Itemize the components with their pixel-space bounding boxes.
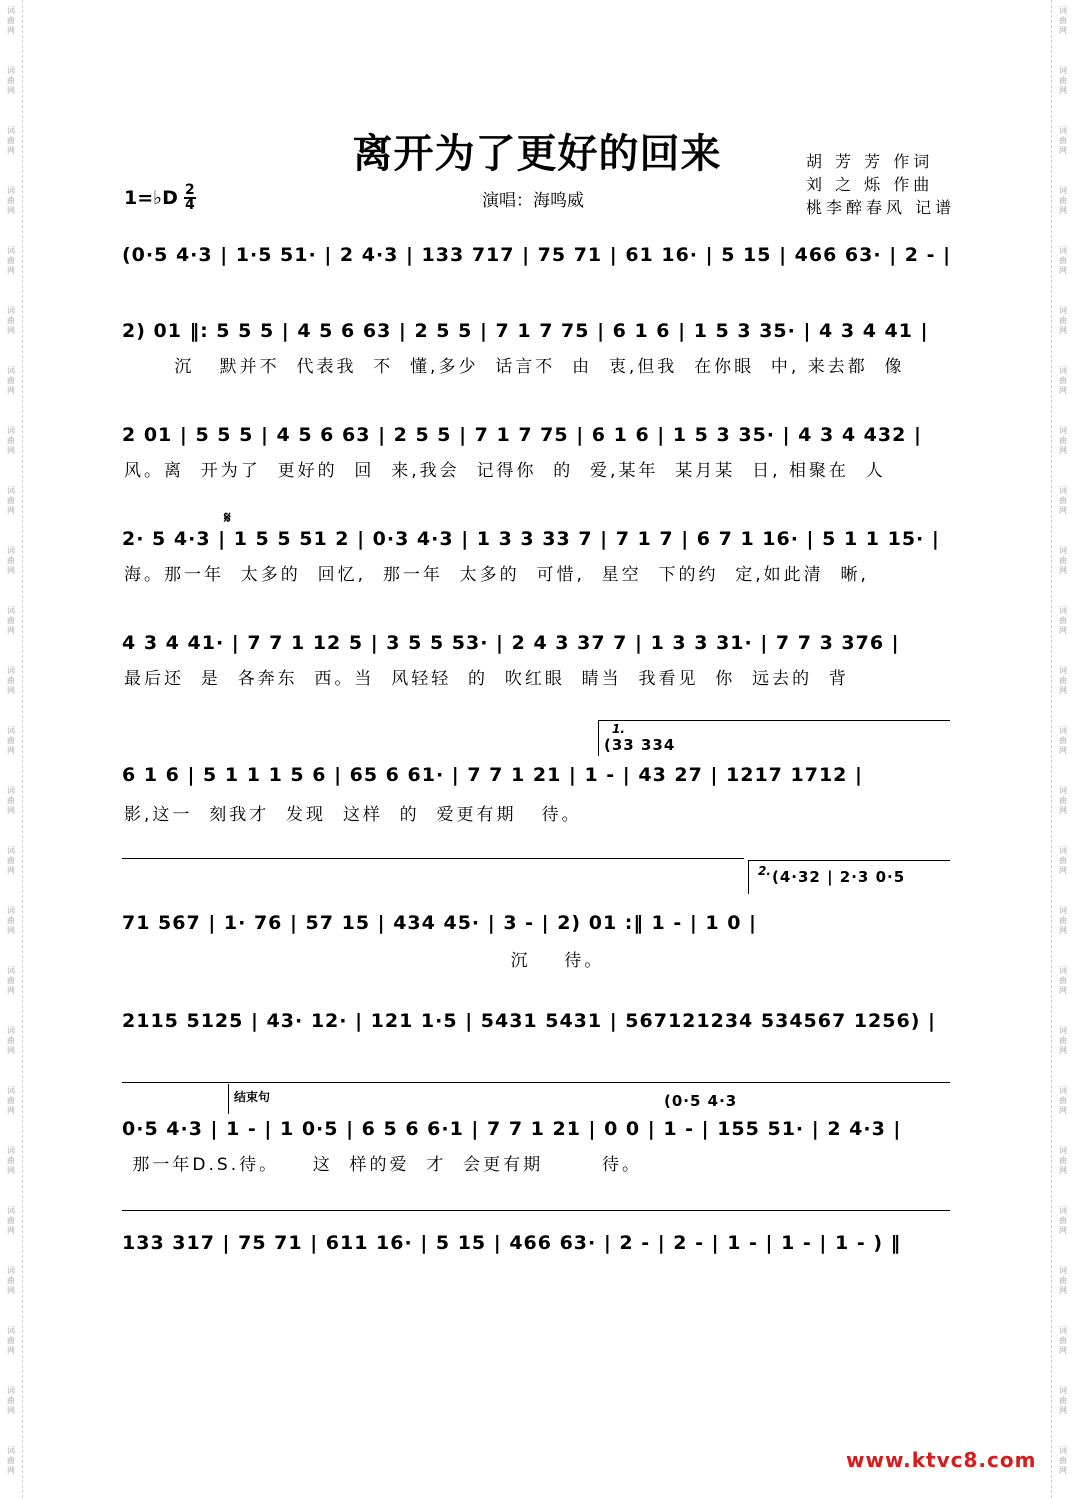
volta-line-top bbox=[122, 858, 744, 859]
watermark-glyph: 词 曲 网 bbox=[1059, 426, 1067, 455]
coda-line-top bbox=[122, 1082, 950, 1083]
lyric-line-4: 最后还 是 各奔东 西。当 风轻轻 的 吹红眼 睛当 我看见 你 远去的 背 bbox=[124, 669, 849, 688]
volta-1-bracket-edge bbox=[598, 720, 599, 756]
score-line-10: 133 317 | 75 71 | 611 16· | 5 15 | 466 63· | 2 - | 2 - | 1 - | 1 - | 1 - ) ‖ bbox=[122, 1232, 902, 1254]
watermark-glyph: 词 曲 网 bbox=[7, 1026, 15, 1055]
transcriber-credit: 桃李醉春风 记谱 bbox=[806, 198, 956, 217]
lyric-line-6: 沉 待。 bbox=[124, 951, 605, 970]
watermark-glyph: 词 曲 网 bbox=[7, 546, 15, 575]
watermark-glyph: 词 曲 网 bbox=[7, 426, 15, 455]
watermark-glyph: 词 曲 网 bbox=[7, 666, 15, 695]
lyric-line-3: 海。那一年 太多的 回忆, 那一年 太多的 可惜, 星空 下的约 定,如此清 晰, bbox=[124, 565, 869, 584]
time-signature bbox=[184, 184, 196, 212]
score-line-3: 2 01 | 5 5 5 | 4 5 6 63 | 2 5 5 | 7 1 7 75 | 6 1 6 | 1 5 3 35· | 4 3 4 432 | bbox=[122, 424, 922, 446]
watermark-glyph: 词 曲 网 bbox=[1059, 1026, 1067, 1055]
final-line-top bbox=[122, 1210, 950, 1211]
volta-2-notes: (4·32 | 2·3 0·5 bbox=[772, 868, 906, 886]
watermark-glyph: 词 曲 网 bbox=[1059, 906, 1067, 935]
watermark-glyph: 词 曲 网 bbox=[7, 306, 15, 335]
watermark-glyph: 词 曲 网 bbox=[1059, 1086, 1067, 1115]
score-line-9: 0·5 4·3 | 1 - | 1 0·5 | 6 5 6 6·1 | 7 7 1 21 | 0 0 | 1 - | 155 51· | 2 4·3 | bbox=[122, 1118, 902, 1140]
watermark-glyph: 词 曲 网 bbox=[1059, 1386, 1067, 1415]
volta-2-label: 2. bbox=[758, 864, 771, 878]
lyric-line-1: 沉 默并不 代表我 不 懂,多少 话言不 由 衷,但我 在你眼 中, 来去都 像 bbox=[124, 357, 905, 376]
right-watermark-column bbox=[1052, 0, 1074, 1498]
watermark-glyph: 词 曲 网 bbox=[1059, 1206, 1067, 1235]
watermark-glyph: 词 曲 网 bbox=[1059, 1266, 1067, 1295]
site-watermark[interactable]: www.ktvc8.com bbox=[846, 1448, 1037, 1472]
watermark-glyph: 词 曲 网 bbox=[1059, 306, 1067, 335]
singer-label: 演唱：海鸣威 bbox=[482, 191, 584, 211]
time-signature-bottom: 4 bbox=[185, 197, 195, 213]
watermark-glyph: 词 曲 网 bbox=[1059, 126, 1067, 155]
watermark-glyph: 词 曲 网 bbox=[7, 486, 15, 515]
watermark-glyph: 词 曲 网 bbox=[1059, 1326, 1067, 1355]
watermark-glyph: 词 曲 网 bbox=[7, 1386, 15, 1415]
score-line-6: 6 1 6 | 5 1 1 1 5 6 | 65 6 61· | 7 7 1 21 | 1 - | 43 27 | 1217 1712 | bbox=[122, 764, 863, 786]
watermark-glyph: 词 曲 网 bbox=[1059, 846, 1067, 875]
composer-credit: 刘 之 烁 作曲 bbox=[806, 175, 934, 194]
time-signature-top: 2 bbox=[185, 182, 195, 198]
watermark-glyph: 词 曲 网 bbox=[1059, 1446, 1067, 1475]
watermark-glyph: 词 曲 网 bbox=[1059, 66, 1067, 95]
segno-icon: 𝄋 bbox=[224, 508, 231, 527]
left-watermark-column bbox=[0, 0, 22, 1498]
score-line-4: 2· 5 4·3 | 1 5 5 51 2 | 0·3 4·3 | 1 3 3 33 7 | 7 1 7 | 6 7 1 16· | 5 1 1 15· | bbox=[122, 528, 940, 550]
watermark-glyph: 词 曲 网 bbox=[1059, 6, 1067, 35]
score-line-2: 2) 01 ‖: 5 5 5 | 4 5 6 63 | 2 5 5 | 7 1 7 75 | 6 1 6 | 1 5 3 35· | 4 3 4 41 | bbox=[122, 320, 929, 342]
watermark-glyph: 词 曲 网 bbox=[7, 1266, 15, 1295]
watermark-glyph: 词 曲 网 bbox=[1059, 546, 1067, 575]
watermark-glyph: 词 曲 网 bbox=[7, 1146, 15, 1175]
watermark-glyph: 词 曲 网 bbox=[1059, 726, 1067, 755]
watermark-glyph: 词 曲 网 bbox=[7, 186, 15, 215]
key-label: 1=♭D bbox=[124, 187, 178, 209]
lyricist-credit: 胡 芳 芳 作词 bbox=[806, 152, 934, 171]
volta-1-label: 1. bbox=[612, 722, 625, 736]
watermark-glyph: 词 曲 网 bbox=[7, 726, 15, 755]
score-line-5: 4 3 4 41· | 7 7 1 12 5 | 3 5 5 53· | 2 4 3 37 7 | 1 3 3 31· | 7 7 3 376 | bbox=[122, 632, 900, 654]
watermark-glyph: 词 曲 网 bbox=[7, 246, 15, 275]
watermark-glyph: 词 曲 网 bbox=[7, 1446, 15, 1475]
watermark-glyph: 词 曲 网 bbox=[7, 606, 15, 635]
coda-bracket-edge bbox=[228, 1084, 229, 1114]
watermark-glyph: 词 曲 网 bbox=[7, 1086, 15, 1115]
volta-2-bracket-edge bbox=[748, 860, 749, 894]
volta-1-notes: (33 334 bbox=[604, 736, 676, 754]
watermark-glyph: 词 曲 网 bbox=[1059, 486, 1067, 515]
coda-label: 结束句 bbox=[234, 1090, 271, 1104]
key-signature bbox=[124, 184, 196, 212]
volta-1-bracket bbox=[598, 720, 950, 721]
coda-small-notes: (0·5 4·3 bbox=[664, 1092, 738, 1110]
score-line-7: 71 567 | 1· 76 | 57 15 | 434 45· | 3 - | 2) 01 :‖ 1 - | 1 0 | bbox=[122, 912, 757, 934]
watermark-glyph: 词 曲 网 bbox=[7, 966, 15, 995]
score-line-8: 2115 5125 | 43· 12· | 121 1·5 | 5431 5431 | 567121234 534567 1256) | bbox=[122, 1010, 936, 1032]
watermark-glyph: 词 曲 网 bbox=[7, 366, 15, 395]
watermark-glyph: 词 曲 网 bbox=[7, 1326, 15, 1355]
watermark-glyph: 词 曲 网 bbox=[1059, 666, 1067, 695]
watermark-glyph: 词 曲 网 bbox=[1059, 186, 1067, 215]
watermark-glyph: 词 曲 网 bbox=[1059, 966, 1067, 995]
watermark-glyph: 词 曲 网 bbox=[7, 846, 15, 875]
watermark-glyph: 词 曲 网 bbox=[1059, 1146, 1067, 1175]
watermark-glyph: 词 曲 网 bbox=[7, 906, 15, 935]
watermark-glyph: 词 曲 网 bbox=[1059, 246, 1067, 275]
watermark-glyph: 词 曲 网 bbox=[7, 786, 15, 815]
score-line-1: (0·5 4·3 | 1·5 51· | 2 4·3 | 133 717 | 75 71 | 61 16· | 5 15 | 466 63· | 2 - | bbox=[122, 244, 952, 266]
watermark-glyph: 词 曲 网 bbox=[1059, 786, 1067, 815]
watermark-glyph: 词 曲 网 bbox=[7, 66, 15, 95]
lyric-line-2: 风。离 开为了 更好的 回 来,我会 记得你 的 爱,某年 某月某 日, 相聚在 人 bbox=[124, 461, 886, 480]
watermark-glyph: 词 曲 网 bbox=[1059, 366, 1067, 395]
credits bbox=[806, 150, 955, 219]
lyric-line-5: 影,这一 刻我才 发现 这样 的 爱更有期 待。 bbox=[124, 805, 582, 824]
watermark-glyph: 词 曲 网 bbox=[7, 1206, 15, 1235]
lyric-line-7: 那一年D.S.待。 这 样的爱 才 会更有期 待。 bbox=[124, 1155, 642, 1174]
song-title: 离开为了更好的回来 bbox=[352, 130, 722, 177]
volta-2-bracket bbox=[748, 860, 950, 861]
watermark-glyph: 词 曲 网 bbox=[7, 6, 15, 35]
watermark-glyph: 词 曲 网 bbox=[1059, 606, 1067, 635]
watermark-glyph: 词 曲 网 bbox=[7, 126, 15, 155]
